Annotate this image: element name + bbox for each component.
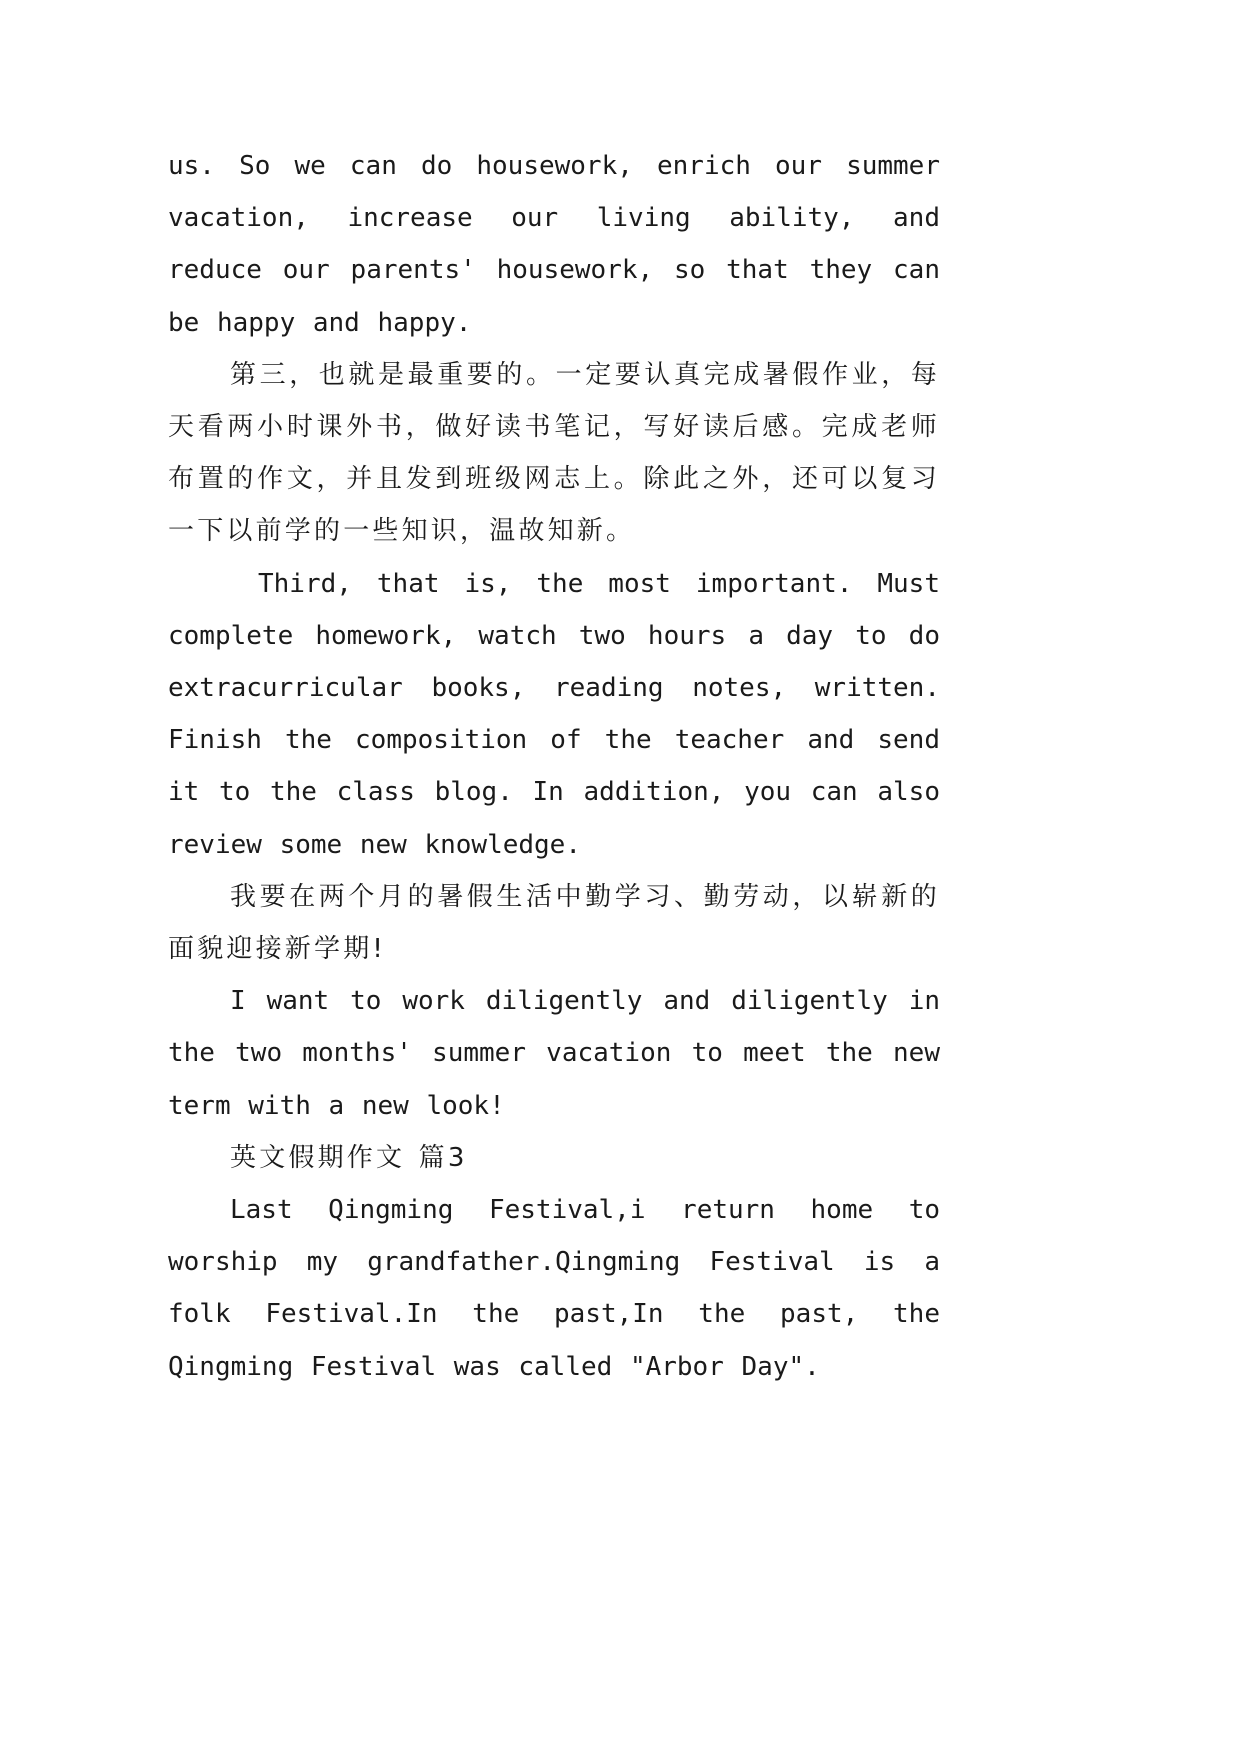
paragraph-goal-cn: 我要在两个月的暑假生活中勤学习、勤劳动，以崭新的面貌迎接新学期! [168,881,940,965]
paragraph-housework-en: us. So we can do housework, enrich our summer vacation, increase our living ability, and reduce our parents' housework, so that they can be happy and happy. [168,151,940,338]
paragraph-qingming-en: Last Qingming Festival,i return home to worship my grandfather.Qingming Festival is a folk Festival.In the past,In the past, the Qingming Festival was called "Arbor Day". [168,1195,940,1382]
section-heading: 英文假期作文 篇3 [230,1142,468,1173]
paragraph-goal-en: I want to work diligently and diligently in the two months' summer vacation to meet the new term with a new look! [168,986,940,1121]
paragraph-third-en: Third, that is, the most important. Must complete homework, watch two hours a day to do extracurricular books, reading notes, written. Finish the composition of the teacher and send it to the class blog. In addition, you can also review some new knowledge. [168,568,940,860]
paragraph-third-cn: 第三，也就是最重要的。一定要认真完成暑假作业，每天看两小时课外书，做好读书笔记，写好读后感。完成老师布置的作文，并且发到班级网志上。除此之外，还可以复习一下以前学的一些知识，温故知新。 [168,359,940,547]
document-body [168,140,940,1393]
